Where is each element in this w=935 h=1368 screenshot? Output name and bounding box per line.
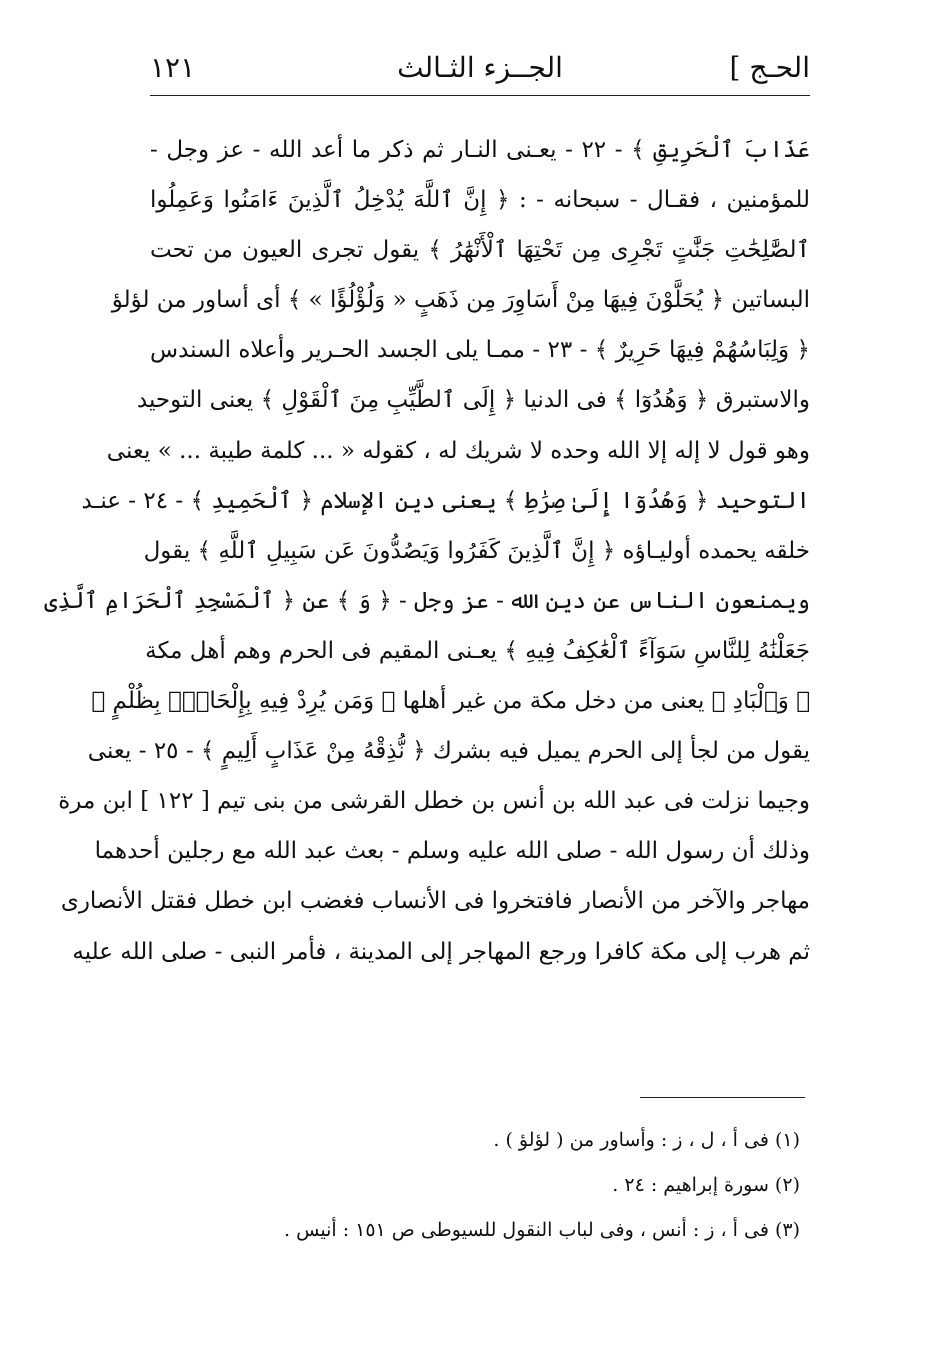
header-chapter-title: الحـج ] xyxy=(729,51,810,84)
text-line: عَذَابَ ٱلْحَرِيقِ ﴾ - ٢٢ - يعـنى النـار ثم ذكر ما أعد الله - عز وجل - xyxy=(150,137,810,163)
footnotes xyxy=(150,1118,800,1253)
text-line: ٱلصَّٰلِحَٰتِ جَنَّٰتٍ تَجْرِى مِن تَحْتِهَا ٱلْأَنْهَٰرُ ﴾ يقول تجرى العيون من تحت xyxy=(150,237,810,264)
footnote: (٣) فى أ ، ز : أنس ، وفى لباب النقول للسيوطى ص ١٥١ : أنيس . xyxy=(284,1219,800,1241)
text-line: ثم هرب إلى مكة كافرا ورجع المهاجر إلى المدينة ، فأمر النبى - صلى الله عليه xyxy=(72,938,810,965)
text-line: وهو قول لا إله إلا الله وحده لا شريك له ، كقوله « ... كلمة طيبة ... » يعنى xyxy=(106,437,810,464)
main-text xyxy=(44,125,810,977)
text-line: التوحيد ﴿ وَهُدُوٓا إِلَىٰ صِرَٰطِ ﴾ يعنى دين الإسلام ﴿ ٱلْحَمِيدِ ﴾ - ٢٤ - عنـد xyxy=(81,487,810,514)
text-line: يقول من لجأ إلى الحرم يميل فيه بشرك ﴿ نُّذِقْهُ مِنْ عَذَابٍ أَلِيمٍ ﴾ - ٢٥ - يعنى xyxy=(87,738,810,765)
text-line: مهاجر والآخر من الأنصار فافتخروا فى الأنساب فغضب ابن خطل فقتل الأنصارى xyxy=(60,888,810,915)
text-line: والاستبرق ﴿ وَهُدُوٓا ﴾ فى الدنيا ﴿ إِلَى ٱلطَّيِّبِ مِنَ ٱلْقَوْلِ ﴾ يعنى التوحيد xyxy=(136,387,810,414)
footnote: (٢) سورة إبراهيم : ٢٤ . xyxy=(612,1174,800,1196)
text-line: وذلك أن رسول الله - صلى الله عليه وسلم - بعث عبد الله مع رجلين أحدهما xyxy=(94,838,810,865)
text-line: خلقه يحمده أوليـاؤه ﴿ إِنَّ ٱلَّذِينَ كَفَرُوا وَيَصُدُّونَ عَن سَبِيلِ ٱللَّهِ ﴾ يقول xyxy=(143,537,810,564)
header-volume-title: الجــزء الثـالث xyxy=(397,51,563,84)
text-line: جَعَلْنَٰهُ لِلنَّاسِ سَوَآءً ٱلْعَٰكِفُ فِيهِ ﴾ يعـنى المقيم فى الحرم وهم أهل مكة xyxy=(145,637,810,664)
text-line: ﴿ وَٱلْبَادِ ﴾ يعنى من دخل مكة من غير أهلها ﴿ وَمَن يُرِدْ فِيهِ بِإِلْحَادٍۭ بِظُلْمٍ ﴾ xyxy=(91,688,810,715)
text-line: ﴿ وَلِبَاسُهُمْ فِيهَا حَرِيرٌ ﴾ - ٢٣ - ممـا يلى الجسد الحـرير وأعلاه السندس xyxy=(150,337,810,364)
text-line: البساتين ﴿ يُحَلَّوْنَ فِيهَا مِنْ أَسَاوِرَ مِن ذَهَبٍ « وَلُؤْلُؤًا » ﴾ أى أساور من لؤلؤ xyxy=(111,287,810,314)
text-line: للمؤمنين ، فقـال - سبحانه - : ﴿ إِنَّ ٱللَّهَ يُدْخِلُ ٱلَّذِينَ ءَامَنُوا وَعَمِلُوا xyxy=(150,187,810,214)
text-line: وجيما نزلت فى عبد الله بن أنس بن خطل القرشى من بنى تيم [ ١٢٢ ] ابن مرة xyxy=(58,788,810,815)
footnote: (١) فى أ ، ل ، ز : وأساور من ( لؤلؤ ) . xyxy=(493,1129,800,1151)
running-header xyxy=(150,44,810,92)
page-number: ١٢١ xyxy=(150,51,196,84)
header-divider xyxy=(150,95,810,96)
text-line: ويمنعون الناس عن دين الله - عز وجل - ﴿ وَ ﴾ عن ﴿ ٱلْمَسْجِدِ ٱلْحَرَامِ ٱلَّذِى xyxy=(44,587,810,614)
footnote-divider xyxy=(640,1097,805,1098)
